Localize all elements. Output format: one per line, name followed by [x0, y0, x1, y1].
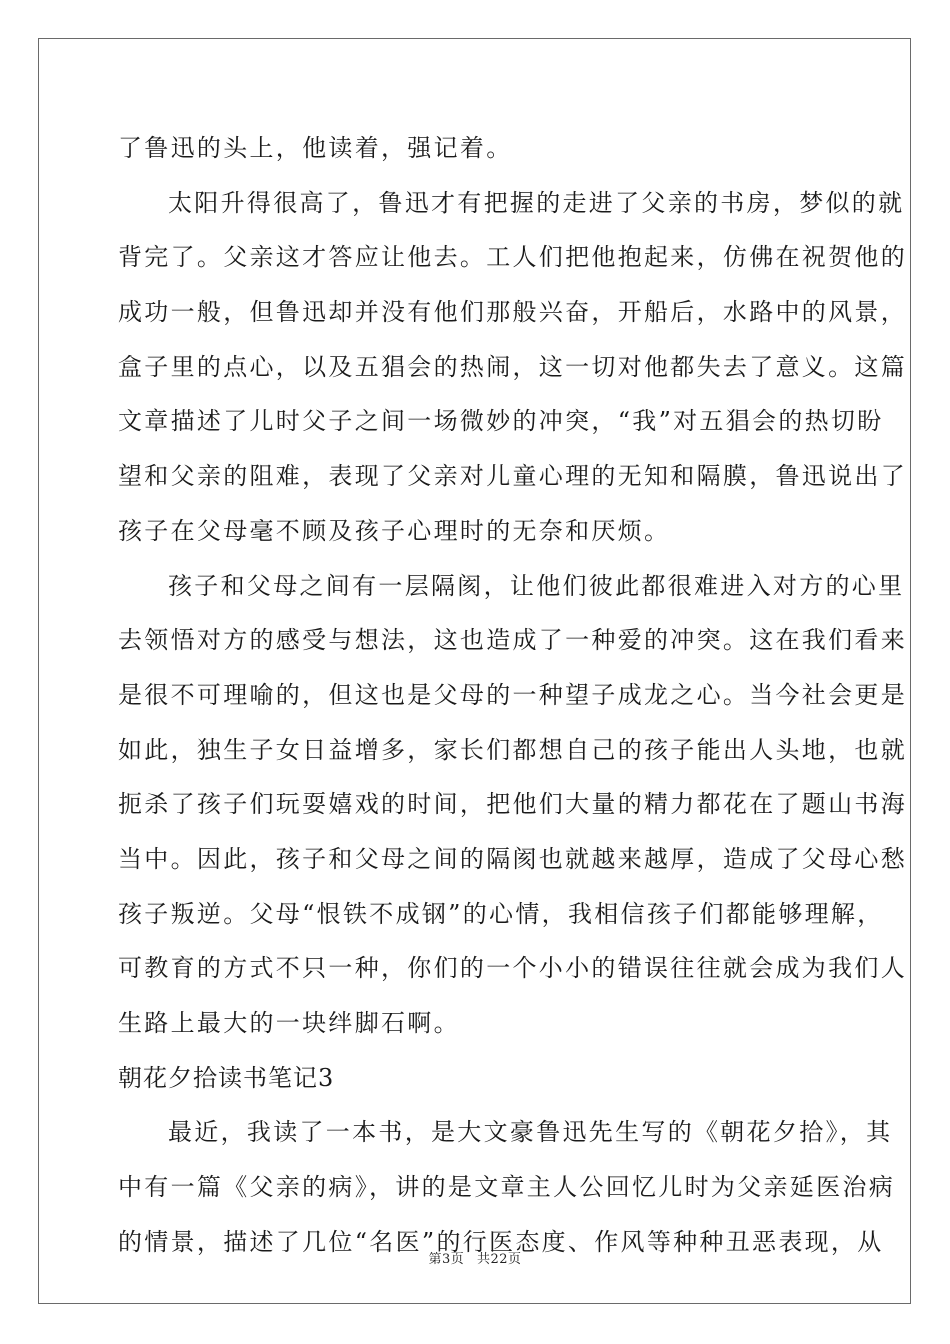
text-line: 了鲁迅的头上，他读着，强记着。 — [118, 134, 513, 162]
text-line: 去领悟对方的感受与想法，这也造成了一种爱的冲突。这在我们看来 — [118, 626, 907, 655]
text-line: 扼杀了孩子们玩耍嬉戏的时间，把他们大量的精力都花在了题山书海 — [118, 790, 907, 819]
text-line: 盒子里的点心，以及五猖会的热闹，这一切对他都失去了意义。这篇 — [118, 352, 907, 381]
page-number: 第3页 — [428, 1252, 465, 1267]
text-line: 中有一篇《父亲的病》，讲的是文章主人公回忆儿时为父亲延医治病 — [118, 1173, 895, 1202]
page-footer — [0, 1248, 950, 1267]
paragraph-start-line: 孩子和父母之间有一层隔阂，让他们彼此都很难进入对方的心里 — [168, 571, 905, 600]
text-line: 文章描述了儿时父子之间一场微妙的冲突，“我”对五猖会的热切盼 — [118, 407, 884, 436]
text-line: 孩子叛逆。父母“恨铁不成钢”的心情，我相信孩子们都能够理解， — [118, 899, 884, 928]
document-body — [118, 126, 907, 1274]
text-line: 如此，独生子女日益增多，家长们都想自己的孩子能出人头地，也就 — [118, 735, 907, 764]
paragraph-start-line: 太阳升得很高了，鲁迅才有把握的走进了父亲的书房，梦似的就 — [168, 188, 905, 217]
text-line: 生路上最大的一块绊脚石啊。 — [118, 1009, 460, 1037]
text-line: 望和父亲的阻难，表现了父亲对儿童心理的无知和隔膜，鲁迅说出了 — [118, 462, 907, 491]
text-line: 是很不可理喻的，但这也是父母的一种望子成龙之心。当今社会更是 — [118, 680, 907, 709]
total-pages: 共22页 — [476, 1252, 522, 1267]
text-line: 孩子在父母毫不顾及孩子心理时的无奈和厌烦。 — [118, 516, 671, 545]
section-heading: 朝花夕拾读书笔记3 — [118, 1063, 335, 1092]
text-line: 可教育的方式不只一种，你们的一个小小的错误往往就会成为我们人 — [118, 954, 907, 983]
text-line: 当中。因此，孩子和父母之间的隔阂也就越来越厚，造成了父母心愁 — [118, 844, 907, 873]
paragraph-start-line: 最近，我读了一本书，是大文豪鲁迅先生写的《朝花夕拾》，其 — [168, 1118, 893, 1147]
text-line: 的情景，描述了几位“名医”的行医态度、作风等种种丑恶表现，从 — [118, 1227, 884, 1256]
text-line: 成功一般，但鲁迅却并没有他们那般兴奋，开船后，水路中的风景， — [118, 298, 907, 327]
text-line: 背完了。父亲这才答应让他去。工人们把他抱起来，仿佛在祝贺他的 — [118, 243, 907, 272]
